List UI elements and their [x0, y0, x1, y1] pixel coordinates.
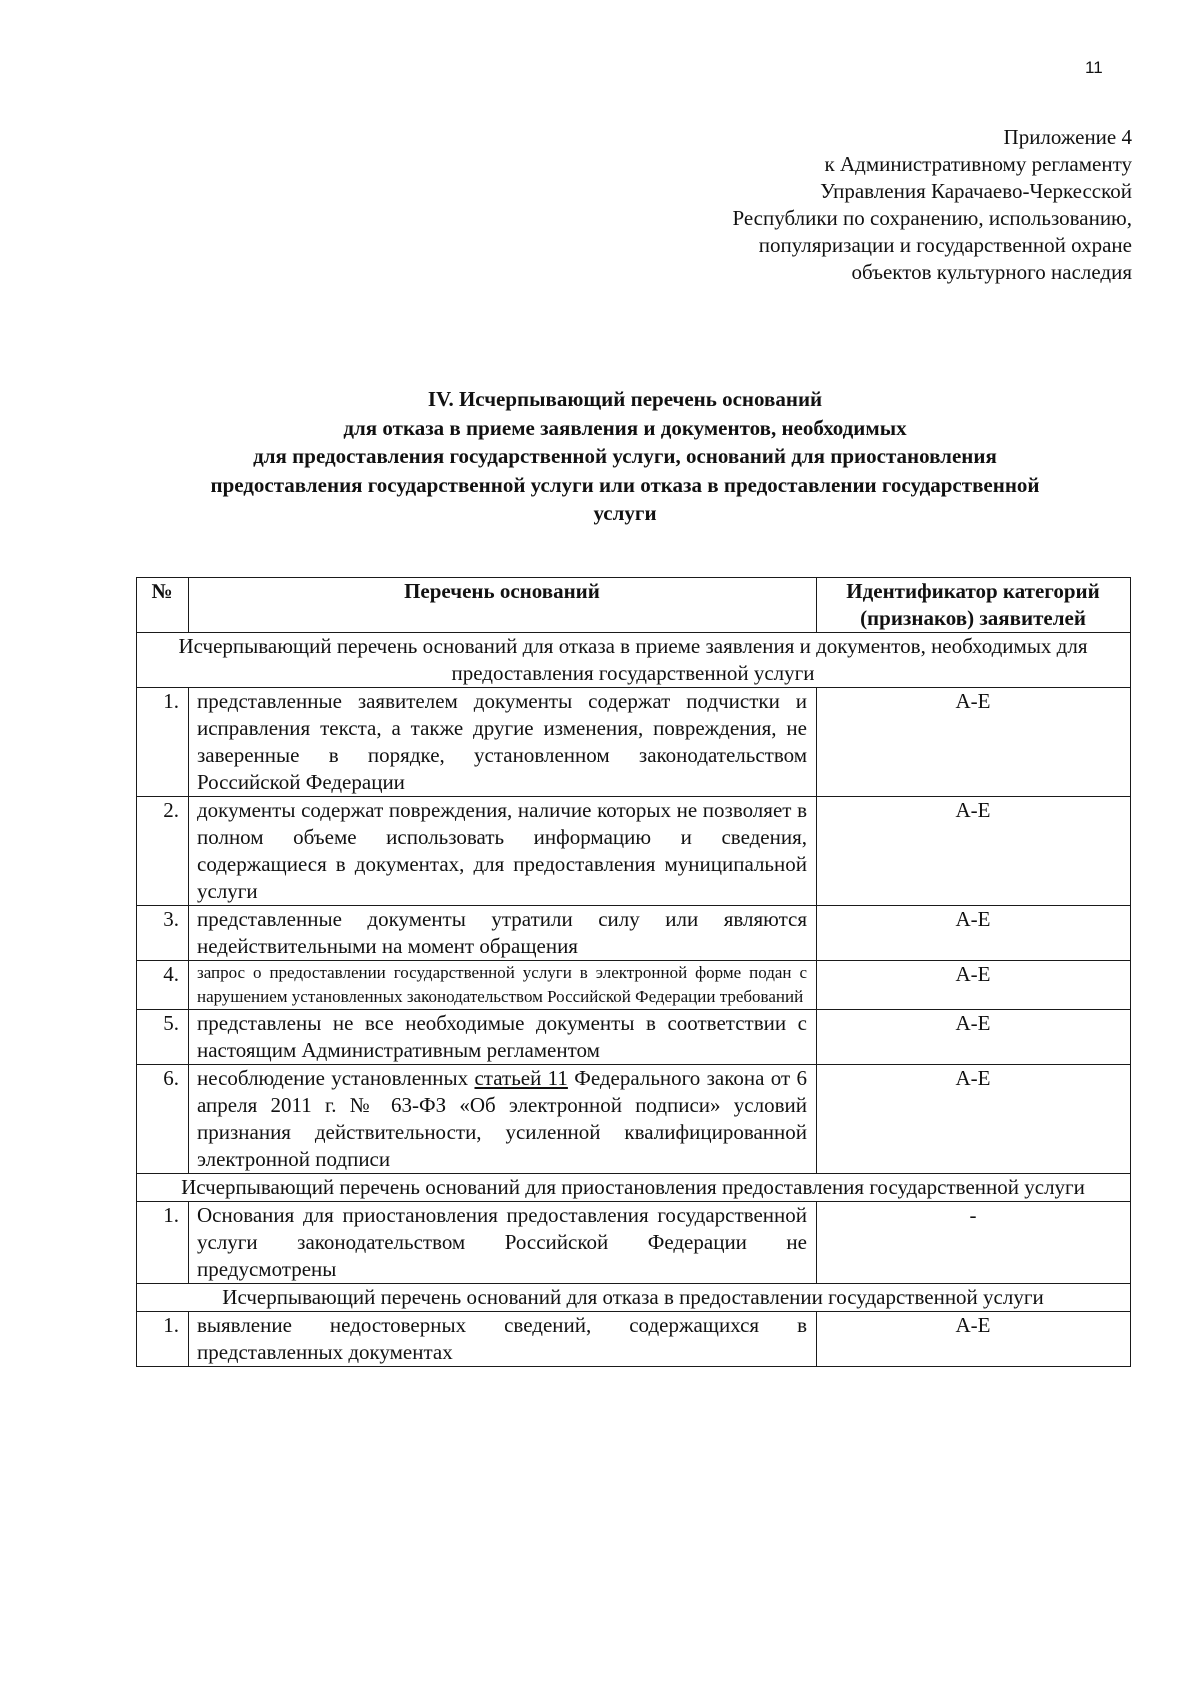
row-identifier: А-Е — [817, 797, 1131, 906]
heading-line: для отказа в приеме заявления и документов, необходимых — [343, 415, 907, 440]
row-number: 1. — [137, 1202, 189, 1284]
section-title: Исчерпывающий перечень оснований для отказа в предоставлении государственной услуги — [137, 1284, 1131, 1312]
row-text — [189, 1065, 817, 1174]
row-number: 5. — [137, 1010, 189, 1065]
table-row — [137, 961, 1131, 1010]
annex-line: популяризации и государственной охране — [758, 233, 1132, 257]
table-row — [137, 688, 1131, 797]
row-text: выявление недостоверных сведений, содержащихся в представленных документах — [189, 1312, 817, 1367]
row-identifier: А-Е — [817, 1010, 1131, 1065]
row-number: 1. — [137, 688, 189, 797]
row-identifier: А-Е — [817, 906, 1131, 961]
table-row — [137, 1065, 1131, 1174]
header-num: № — [137, 578, 189, 633]
heading-line: услуги — [593, 501, 657, 525]
row-number: 2. — [137, 797, 189, 906]
table-row — [137, 906, 1131, 961]
row-identifier: А-Е — [817, 1065, 1131, 1174]
section-title-row — [137, 633, 1131, 688]
row-identifier: А-Е — [817, 688, 1131, 797]
annex-line: Республики по сохранению, использованию, — [732, 206, 1132, 230]
header-identifier: Идентификатор категорий (признаков) заявителей — [817, 578, 1131, 633]
table-row — [137, 1202, 1131, 1284]
heading-line: предоставления государственной услуги или отказа в предоставлении государственной — [210, 472, 1040, 497]
section-title: Исчерпывающий перечень оснований для отказа в приеме заявления и документов, необходимых для предоставления государственной услуги — [137, 633, 1131, 688]
page-number: 11 — [1085, 58, 1103, 77]
row-text: представленные документы утратили силу или являются недействительными на момент обращения — [189, 906, 817, 961]
table-row — [137, 797, 1131, 906]
row-text: Основания для приостановления предоставления государственной услуги законодательством Российской Федерации не предусмотрены — [189, 1202, 817, 1284]
annex-line: Управления Карачаево-Черкесской — [820, 179, 1132, 203]
heading-line: для предоставления государственной услуги, оснований для приостановления — [253, 444, 997, 468]
row-identifier: - — [817, 1202, 1131, 1284]
section-heading — [130, 385, 1120, 528]
section-title: Исчерпывающий перечень оснований для приостановления предоставления государственной услуги — [137, 1174, 1131, 1202]
row-number: 4. — [137, 961, 189, 1010]
row-number: 3. — [137, 906, 189, 961]
row-text: представленные заявителем документы содержат подчистки и исправления текста, а также другие изменения, повреждения, не заверенные в порядке, установленном законодательством Российской Федерации — [189, 688, 817, 797]
law-article-link[interactable]: статьей 11 — [474, 1066, 568, 1090]
row-text: документы содержат повреждения, наличие которых не позволяет в полном объеме использовать информацию и сведения, содержащиеся в документах, для предоставления муниципальной услуги — [189, 797, 817, 906]
section-title-row — [137, 1174, 1131, 1202]
row-text: представлены не все необходимые документы в соответствии с настоящим Административным регламентом — [189, 1010, 817, 1065]
annex-header — [572, 124, 1132, 286]
row-text: запрос о предоставлении государственной услуги в электронной форме подан с нарушением установленных законодательством Российской Федерации требований — [189, 961, 817, 1010]
table-row — [137, 1312, 1131, 1367]
row-text-part: Федерального закона от 6 апреля 2011 г. № 63-ФЗ «Об электронной подписи» условий признания действительности, усиленной квалифицированной электронной подписи — [197, 1066, 807, 1171]
row-identifier: А-Е — [817, 1312, 1131, 1367]
heading-line: IV. Исчерпывающий перечень оснований — [427, 387, 823, 411]
annex-line: к Административному регламенту — [824, 152, 1132, 176]
row-number: 1. — [137, 1312, 189, 1367]
row-identifier: А-Е — [817, 961, 1131, 1010]
row-text-part: несоблюдение установленных — [197, 1066, 475, 1090]
table-header-row — [137, 578, 1131, 633]
table-row — [137, 1010, 1131, 1065]
header-grounds: Перечень оснований — [189, 578, 817, 633]
annex-line: Приложение 4 — [1003, 125, 1132, 149]
row-number: 6. — [137, 1065, 189, 1174]
grounds-table — [136, 577, 1131, 1367]
annex-line: объектов культурного наследия — [851, 260, 1132, 284]
section-title-row — [137, 1284, 1131, 1312]
